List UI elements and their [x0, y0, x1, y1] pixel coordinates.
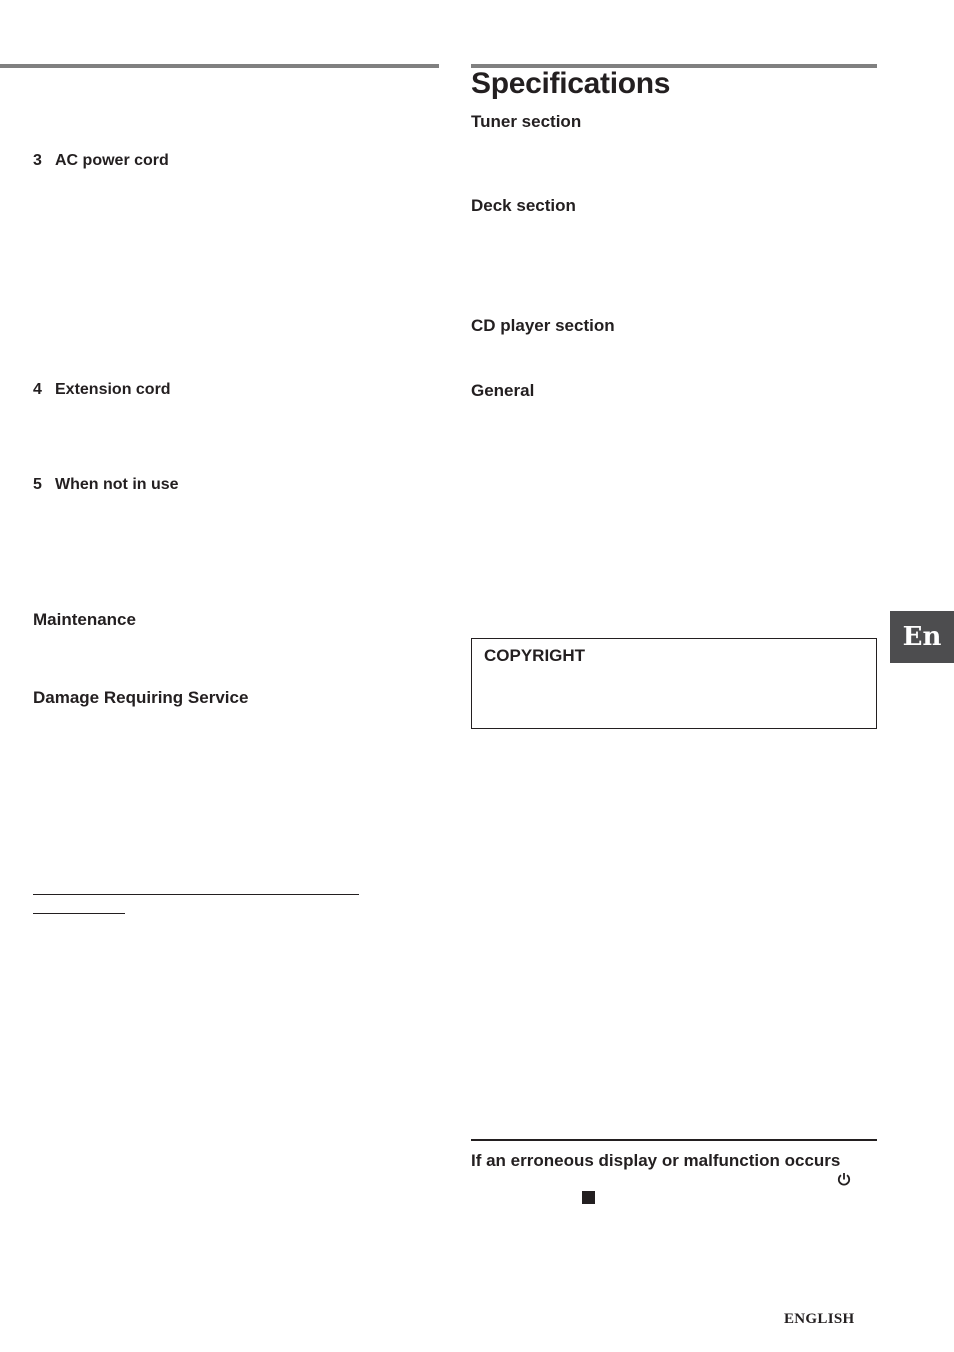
section-title: AC power cord: [55, 152, 169, 169]
general-section-heading: General: [471, 381, 535, 400]
tuner-section-heading: Tuner section: [471, 112, 582, 131]
left-footnote-rule-long: [33, 894, 359, 895]
page-title: Specifications: [471, 67, 671, 100]
section-when-not-in-use: [33, 475, 179, 495]
section-ac-power-cord: [33, 151, 169, 171]
left-footnote-rule-short: [33, 913, 125, 914]
copyright-box: [471, 638, 877, 729]
left-top-rule: [0, 64, 439, 68]
copyright-heading: COPYRIGHT: [484, 646, 586, 665]
damage-service-heading: Damage Requiring Service: [33, 688, 249, 707]
section-number: 4: [33, 381, 42, 398]
deck-section-heading: Deck section: [471, 196, 576, 215]
section-number: 5: [33, 476, 42, 493]
power-icon: [836, 1171, 852, 1187]
section-title: Extension cord: [55, 381, 171, 398]
section-number: 3: [33, 152, 42, 169]
footer-language: ENGLISH: [784, 1311, 855, 1327]
language-side-tab: [890, 611, 954, 663]
malfunction-heading: If an erroneous display or malfunction occurs: [471, 1151, 841, 1170]
cd-player-section-heading: CD player section: [471, 316, 615, 335]
section-title: When not in use: [55, 476, 179, 493]
malfunction-top-rule: [471, 1139, 877, 1141]
stop-icon: [582, 1191, 595, 1204]
maintenance-heading: Maintenance: [33, 610, 136, 629]
language-tab-label: En: [902, 622, 942, 652]
section-extension-cord: [33, 380, 171, 400]
